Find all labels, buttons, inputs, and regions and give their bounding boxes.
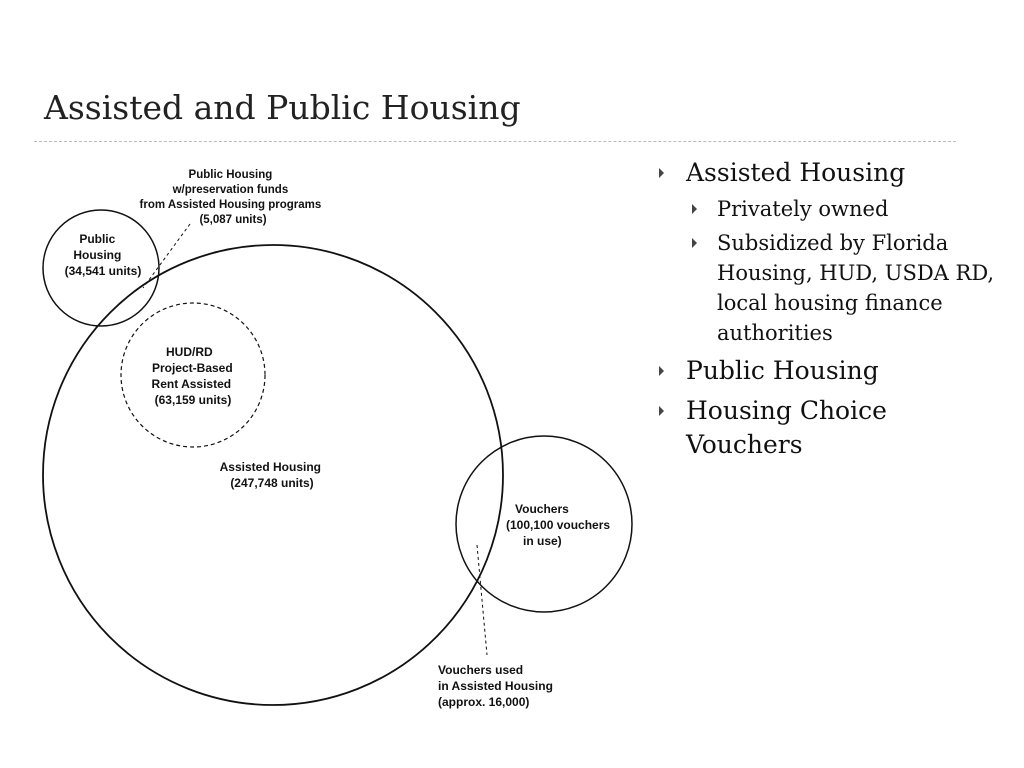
slide-title: Assisted and Public Housing: [44, 88, 521, 127]
bullet-assisted-housing: Assisted Housing: [654, 156, 999, 190]
bullet-list: [654, 150, 999, 462]
sub-bullet-subsidized: Subsidized by Florida Housing, HUD, USDA RD, local housing finance authorities: [654, 228, 999, 348]
public-housing-label: Public Housing (34,541 units): [64, 232, 142, 278]
bullet-public-housing: Public Housing: [654, 354, 999, 388]
arrow-bullet-icon: [659, 366, 664, 376]
preservation-label: Public Housing w/preservation funds from Assisted Housing programs (5,087 units): [139, 169, 322, 226]
hud-rd-circle: [121, 303, 265, 447]
vouchers-label: Vouchers (100,100 vouchers in use): [506, 502, 611, 548]
hud-rd-label: HUD/RD Project-Based Rent Assisted (63,159 units): [151, 345, 233, 407]
arrow-bullet-icon: [659, 168, 664, 178]
bullet-housing-choice-vouchers: Housing Choice Vouchers: [654, 394, 999, 462]
preservation-leader-line: [143, 224, 190, 288]
arrow-bullet-icon: [692, 204, 697, 214]
arrow-bullet-icon: [692, 238, 697, 248]
assisted-housing-label: Assisted Housing (247,748 units): [219, 460, 322, 490]
vouchers-used-label: Vouchers used in Assisted Housing (approx. 16,000): [438, 663, 553, 709]
assisted-housing-circle: [43, 245, 503, 705]
sub-bullet-privately-owned: Privately owned: [654, 194, 999, 224]
arrow-bullet-icon: [659, 406, 664, 416]
